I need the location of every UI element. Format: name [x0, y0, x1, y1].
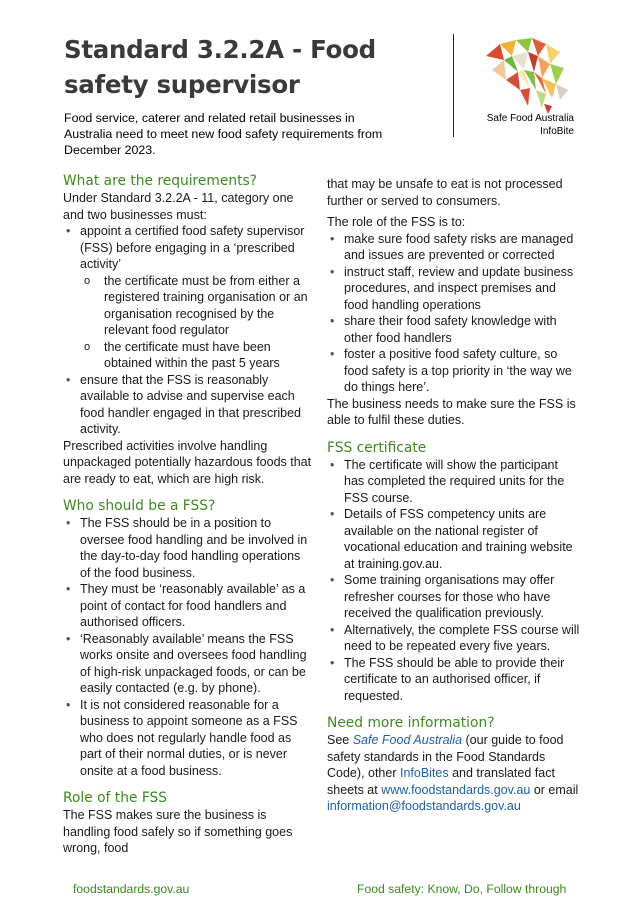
email-link[interactable]: information@foodstandards.gov.au — [327, 799, 521, 813]
safe-food-australia-link[interactable]: Safe Food Australia — [352, 733, 463, 747]
safe-food-australia-logo — [472, 34, 578, 114]
requirements-lead: Under Standard 3.2.2A - 11, category one and two businesses must: — [63, 191, 294, 222]
more-info-heading: Need more information? — [327, 715, 495, 731]
list-item: • Alternatively, the complete FSS course will need to be repeated every five years. — [327, 622, 581, 655]
certificate-list — [327, 457, 581, 705]
list-item: o the certificate must be from either a registered training organisation or an organisation recognised by the relevant food regulator — [82, 273, 313, 339]
website-link[interactable]: www.foodstandards.gov.au — [381, 782, 531, 797]
role-heading: Role of the FSS — [63, 790, 168, 806]
list-item: • foster a positive food safety culture, so food safety is a top priority in ‘the way we do things here’. — [327, 346, 581, 396]
who-list — [63, 515, 313, 779]
page-title: Standard 3.2.2A - Food safety supervisor — [64, 35, 376, 99]
list-item: • The certificate will show the participant has completed the required units for the FSS course. — [327, 457, 581, 507]
list-item: • The FSS should be in a position to oversee food handling and be involved in the day-to-day food handling operations of the food business. — [63, 515, 313, 581]
list-item: • ‘Reasonably available’ means the FSS works onsite and oversees food handling of high-risk unpackaged foods, or can be easily contacted (e.g. by phone). — [63, 631, 313, 697]
list-item: • ensure that the FSS is reasonably available to advise and supervise each food handler engaged in that prescribed activity. — [63, 372, 313, 438]
left-column — [63, 172, 313, 857]
list-item: • make sure food safety risks are managed and issues are prevented or corrected — [327, 231, 581, 264]
requirements-tail: Prescribed activities involve handling unpackaged potentially hazardous foods that are ready to eat, which are high risk. — [63, 438, 312, 486]
requirements-heading: What are the requirements? — [63, 173, 258, 189]
list-item: o the certificate must have been obtained within the past 5 years — [82, 339, 313, 372]
certificate-heading: FSS certificate — [327, 439, 427, 456]
list-item: • appoint a certified food safety supervisor (FSS) before engaging in a ‘prescribed activity’ o the certificate must be from either a registered training organisation or an organisation recognised by the relevant food regulator o the certificate must have been obtained within the past 5 years — [63, 223, 313, 372]
more-info-text: See Safe Food Australia (our guide to food safety standards in the Food Standards Code), other InfoBites and translated fact sheets at www.foodstandards.gov.au or email information@foodstandards.gov.au — [327, 733, 579, 813]
requirements-sublist — [82, 273, 313, 372]
list-item: • It is not considered reasonable for a business to appoint someone as a FSS who does not regularly handle food as part of their normal duties, or is never onsite at a food business. — [63, 697, 313, 780]
logo-caption: Safe Food Australia InfoBite — [486, 113, 574, 137]
list-item: • The FSS should be able to provide their certificate to an authorised officer, if requested. — [327, 655, 581, 705]
intro-text: Food service, caterer and related retail businesses in Australia need to meet new food safety requirements from December 2023. — [64, 111, 383, 157]
requirements-list — [63, 223, 313, 438]
role-lead: The role of the FSS is to: — [327, 215, 466, 229]
list-item: • They must be ‘reasonably available’ as a point of contact for food handlers and authorised officers. — [63, 581, 313, 631]
right-column — [327, 176, 581, 815]
list-item: • instruct staff, review and update business procedures, and inspect premises and food handling operations — [327, 264, 581, 314]
footer-website: foodstandards.gov.au — [73, 882, 190, 896]
list-item: • Details of FSS competency units are available on the national register of vocational education and training website at training.gov.au. — [327, 506, 581, 572]
infobites-link[interactable]: InfoBites — [399, 766, 449, 780]
role-para-start: The FSS makes sure the business is handling food safely so if something goes wrong, food — [63, 808, 293, 855]
who-heading: Who should be a FSS? — [63, 498, 216, 514]
role-para-end: that may be unsafe to eat is not processed further or served to consumers. — [327, 177, 563, 208]
footer-tagline: Food safety: Know, Do, Follow through — [357, 882, 567, 896]
role-list — [327, 231, 581, 396]
list-item: • Some training organisations may offer refresher courses for those who have received the qualification previously. — [327, 572, 581, 622]
role-tail: The business needs to make sure the FSS is able to fulfil these duties. — [327, 396, 576, 427]
list-item: • share their food safety knowledge with other food handlers — [327, 313, 581, 346]
header-divider — [453, 34, 454, 137]
